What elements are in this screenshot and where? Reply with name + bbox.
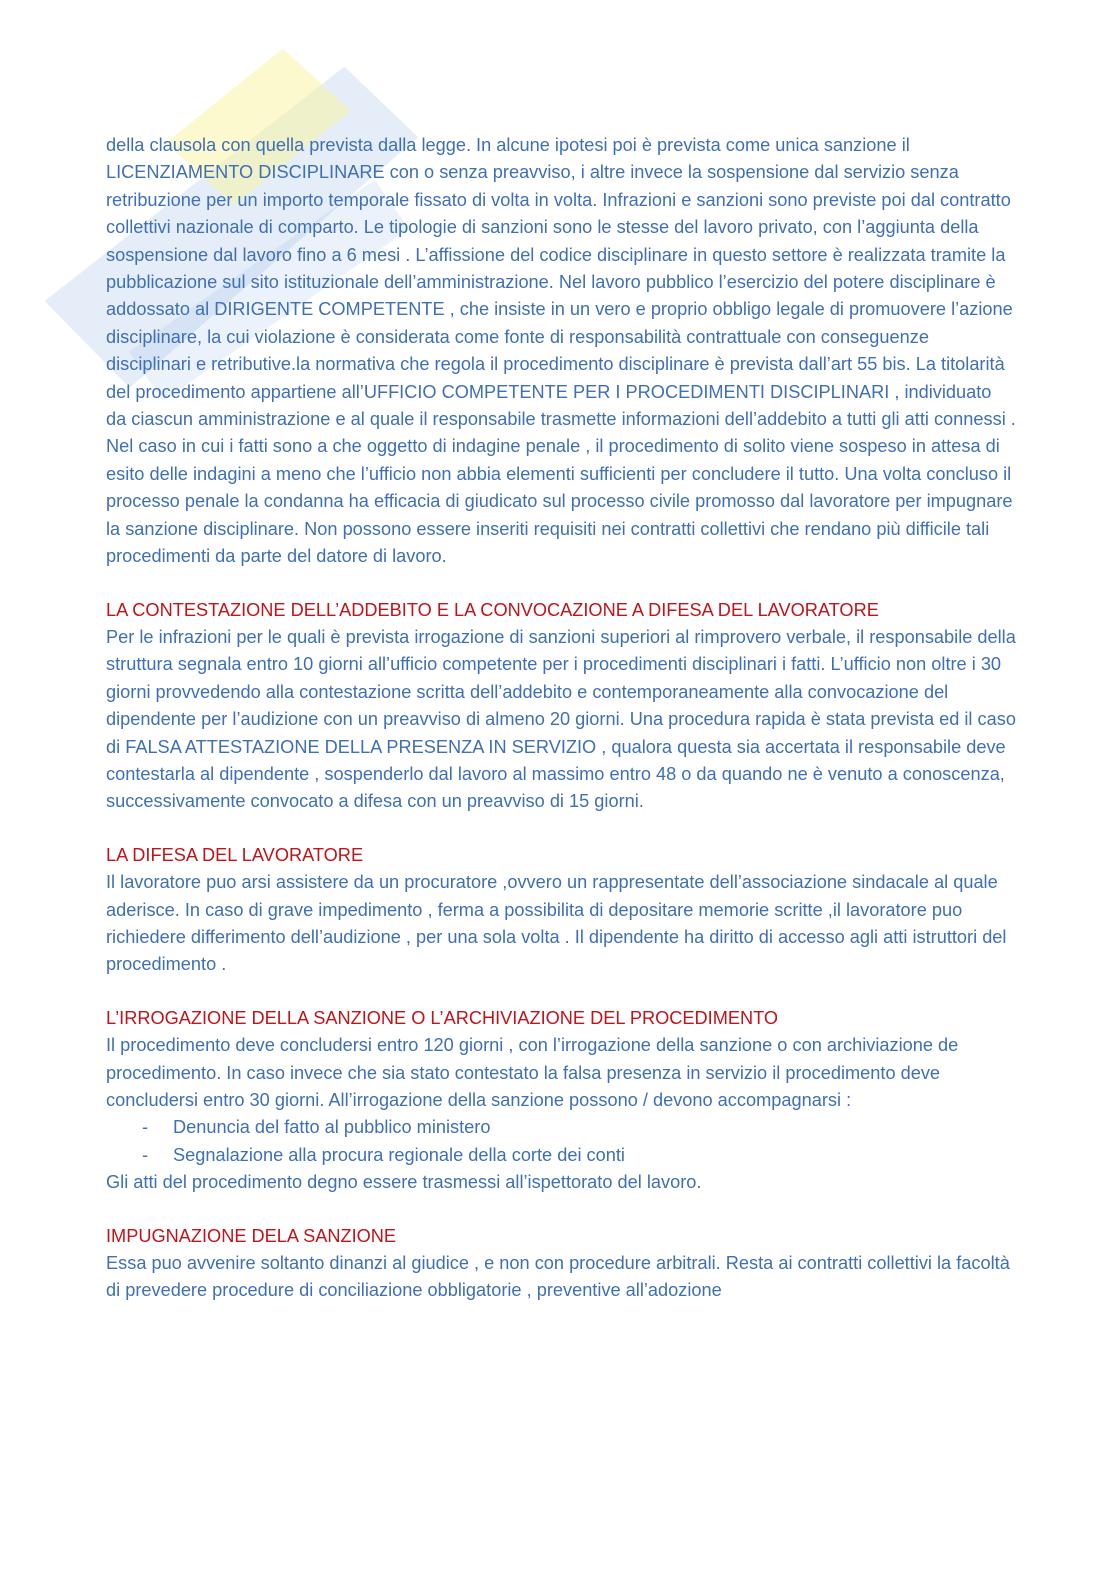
paragraph-irrogazione-closing: Gli atti del procedimento degno essere trasmessi all’ispettorato del lavoro. bbox=[106, 1172, 702, 1193]
list-item bbox=[142, 1142, 1016, 1169]
list-item bbox=[142, 1114, 1016, 1141]
bullet-marker: - bbox=[142, 1117, 149, 1138]
heading-irrogazione: L’IRROGAZIONE DELLA SANZIONE O L’ARCHIVIAZIONE DEL PROCEDIMENTO bbox=[106, 1007, 779, 1028]
paragraph-impugnazione: Essa puo avvenire soltanto dinanzi al giudice , e non con procedure arbitrali. Resta ai contratti collettivi la facoltà di prevedere procedure di conciliazione obbligatorie , preventive all’adozione bbox=[106, 1253, 1010, 1301]
heading-difesa: LA DIFESA DEL LAVORATORE bbox=[106, 844, 364, 865]
paragraph-disciplinary-clause: della clausola con quella prevista dalla legge. In alcune ipotesi poi è prevista come unica sanzione il LICENZIAMENTO DISCIPLINARE con o senza preavviso, i altre invece la sospensione dal servizio senza retribuzione per un importo temporale fissato di volta in volta. Infrazioni e sanzioni sono previste poi dal contratto collettivi nazionale di comparto. Le tipologie di sanzioni sono le stesse del lavoro privato, con l’aggiunta della sospensione dal lavoro fino a 6 mesi . L’affissione del codice disciplinare in questo settore è realizzata tramite la pubblicazione sul sito istituzionale dell’amministrazione. Nel lavoro pubblico l’esercizio del potere disciplinare è addossato al DIRIGENTE COMPETENTE , che insiste in un vero e proprio obbligo legale di promuovere l’azione disciplinare, la cui violazione è considerata come fonte di responsabilità contrattuale con conseguenze disciplinari e retributive.la normativa che regola il procedimento disciplinare è prevista dall’art 55 bis. La titolarità del procedimento appartiene all’UFFICIO COMPETENTE PER I PROCEDIMENTI DISCIPLINARI , individuato da ciascun amministrazione e al quale il responsabile trasmette informazioni dell’addebito a tutti gli atti connessi . Nel caso in cui i fatti sono a che oggetto di indagine penale , il procedimento di solito viene sospeso in attesa di esito delle indagini a meno che l’ufficio non abbia elementi sufficienti per concludere il tutto. Una volta concluso il processo penale la condanna ha efficacia di giudicato sul processo civile promosso dal lavoratore per impugnare la sanzione disciplinare. Non possono essere inseriti requisiti nei contratti collettivi che rendano più difficile tali procedimenti da parte del datore di lavoro. bbox=[106, 135, 1016, 567]
heading-impugnazione: IMPUGNAZIONE DELA SANZIONE bbox=[106, 1225, 397, 1246]
paragraph-irrogazione: Il procedimento deve concludersi entro 120 giorni , con l’irrogazione della sanzione o con archiviazione de procedimento. In caso invece che sia stato contestato la falsa presenza in servizio il procedimento deve concludersi entro 30 giorni. All’irrogazione della sanzione possono / devono accompagnarsi : bbox=[106, 1035, 959, 1110]
paragraph-contestazione: Per le infrazioni per le quali è prevista irrogazione di sanzioni superiori al rimprovero verbale, il responsabile della struttura segnala entro 10 giorni all’ufficio competente per i procedimenti disciplinari i fatti. L’ufficio non oltre i 30 giorni provvedendo alla contestazione scritta dell’addebito e contemporaneamente alla convocazione del dipendente per l’audizione con un preavviso di almeno 20 giorni. Una procedura rapida è stata prevista ed il caso di FALSA ATTESTAZIONE DELLA PRESENZA IN SERVIZIO , qualora questa sia accertata il responsabile deve contestarla al dipendente , sospenderlo dal lavoro al massimo entro 48 o da quando ne è venuto a conoscenza, successivamente convocato a difesa con un preavviso di 15 giorni. bbox=[106, 626, 1016, 812]
bullet-marker: - bbox=[142, 1144, 149, 1165]
heading-contestazione: LA CONTESTAZIONE DELL’ADDEBITO E LA CONVOCAZIONE A DIFESA DEL LAVORATORE bbox=[106, 599, 879, 620]
document-page bbox=[106, 132, 1016, 1305]
bullet-list bbox=[106, 1114, 1016, 1169]
list-item-text: Segnalazione alla procura regionale della corte dei conti bbox=[173, 1144, 625, 1165]
list-item-text: Denuncia del fatto al pubblico ministero bbox=[173, 1117, 491, 1138]
paragraph-difesa: Il lavoratore puo arsi assistere da un procuratore ,ovvero un rappresentate dell’associazione sindacale al quale aderisce. In caso di grave impedimento , ferma a possibilita di depositare memorie scritte ,il lavoratore puo richiedere differimento dell’audizione , per una sola volta . Il dipendente ha diritto di accesso agli atti istruttori del procedimento . bbox=[106, 872, 1007, 975]
